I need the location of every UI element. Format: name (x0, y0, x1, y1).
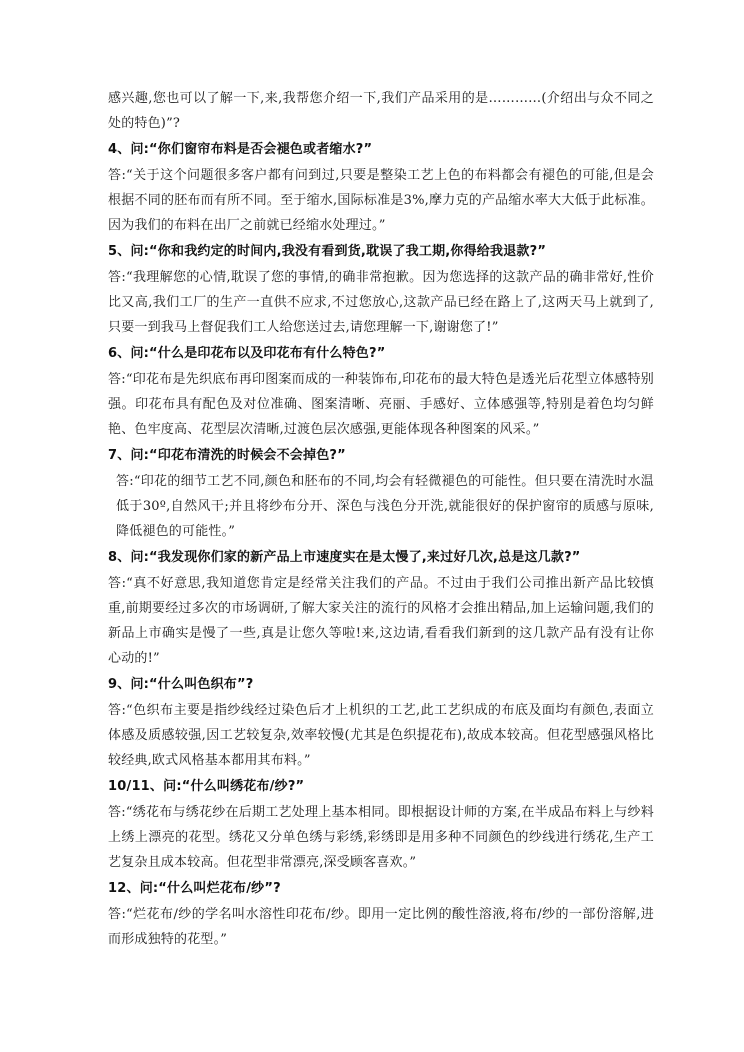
answer-5: 答:“我理解您的心情,耽误了您的事情,的确非常抱歉。因为您选择的这款产品的确非常好,性价比又高,我们工厂的生产一直供不应求,不过您放心,这款产品已经在路上了,这两天马上就到了,只要一到我马上督促我们工人给您送过去,请您理解一下,谢谢您了!” (108, 270, 654, 335)
answer-8: 答:“真不好意思,我知道您肯定是经常关注我们的产品。不过由于我们公司推出新产品比较慎重,前期要经过多次的市场调研,了解大家关注的流行的风格才会推出精品,加上运输问题,我们的新品上市确实是慢了一些,真是让您久等啦!来,这边请,看看我们新到的这几款产品有没有让你心动的!” (108, 576, 654, 666)
question-6: 6、问:“什么是印花布以及印花布有什么特色?” (108, 346, 386, 361)
question-8: 8、问:“我发现你们家的新产品上市速度实在是太慢了,来过好几次,总是这几款?” (108, 550, 581, 565)
answer-4: 答:“关于这个问题很多客户都有问到过,只要是整染工艺上色的布料都会有褪色的可能,但是会根据不同的胚布而有所不同。至于缩水,国际标准是3%,摩力克的产品缩水率大大低于此标准。因为我们的布料在出厂之前就已经缩水处理过。” (108, 168, 654, 233)
answer-12: 答:“烂花布/纱的学名叫水溶性印花布/纱。即用一定比例的酸性溶液,将布/纱的一部份溶解,进而形成独特的花型。” (108, 907, 654, 947)
question-12: 12、问:“什么叫烂花布/纱”? (108, 881, 281, 896)
answer-7: 答:“印花的细节工艺不同,颜色和胚布的不同,均会有轻微褪色的可能性。但只要在清洗时水温低于30º,自然风干;并且将纱布分开、深色与浅色分开洗,就能很好的保护窗帘的质感与原味,降低褪色的可能性。” (116, 474, 654, 539)
question-9: 9、问:“什么叫色织布”? (108, 677, 254, 692)
question-7: 7、问:“印花布清洗的时候会不会掉色?” (108, 448, 346, 463)
intro-paragraph: 感兴趣,您也可以了解一下,来,我帮您介绍一下,我们产品采用的是…………(介绍出与众不同之处的特色)”? (108, 91, 654, 131)
answer-9: 答:“色织布主要是指纱线经过染色后才上机织的工艺,此工艺织成的布底及面均有颜色,表面立体感及质感较强,因工艺较复杂,效率较慢(尤其是色织提花布),故成本较高。但花型感强风格比较经典,欧式风格基本都用其布料。” (108, 703, 654, 768)
answer-6: 答:“印花布是先织底布再印图案而成的一种装饰布,印花布的最大特色是透光后花型立体感特别强。印花布具有配色及对位准确、图案清晰、亮丽、手感好、立体感强等,特别是着色均匀鲜艳、色牢度高、花型层次清晰,过渡色层次感强,更能体现各种图案的风采。” (108, 372, 654, 437)
question-10-11: 10/11、问:“什么叫绣花布/纱?” (108, 779, 305, 794)
question-4: 4、问:“你们窗帘布料是否会褪色或者缩水?” (108, 142, 373, 157)
question-5: 5、问:“你和我约定的时间内,我没有看到货,耽误了我工期,你得给我退款?” (108, 244, 547, 259)
answer-10-11: 答:“绣花布与绣花纱在后期工艺处理上基本相同。即根据设计师的方案,在半成品布料上与纱料上绣上漂亮的花型。绣花又分单色绣与彩绣,彩绣即是用多种不同颜色的纱线进行绣花,生产工艺复杂且成本较高。但花型非常漂亮,深受顾客喜欢。” (108, 805, 654, 870)
